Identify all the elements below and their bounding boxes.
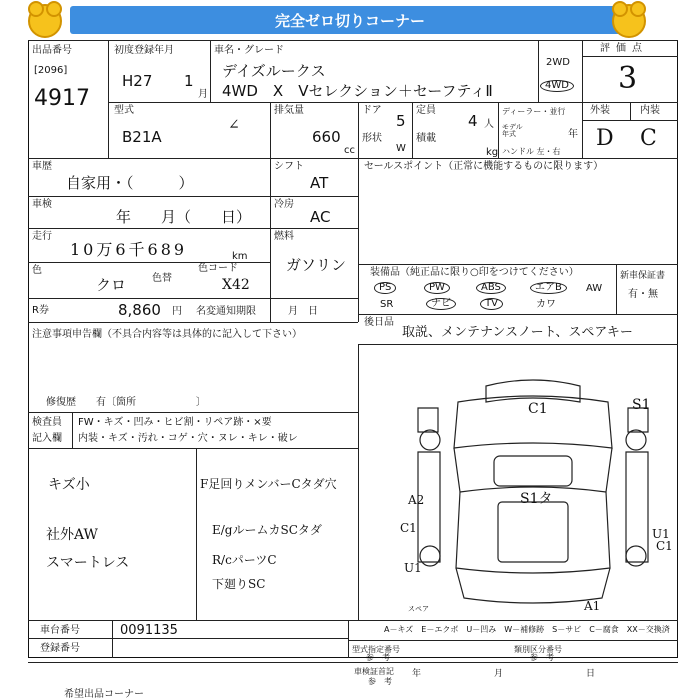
mascot-icon xyxy=(28,4,62,38)
capacity-value: 4 xyxy=(468,112,478,130)
equip-pw: PW xyxy=(424,282,450,294)
note-right-3: R/cパーツC xyxy=(212,553,277,567)
car-label: 車名・グレード xyxy=(214,45,284,56)
ac-value: AC xyxy=(310,208,331,226)
damage-mark: U1 xyxy=(404,561,422,575)
note-left-2: 社外AW xyxy=(46,527,98,543)
body-shape: W xyxy=(396,143,406,154)
note-left-1: キズ小 xyxy=(48,477,90,493)
damage-mark: A2 xyxy=(408,493,425,507)
chassis-number: 0091135 xyxy=(120,623,178,638)
new-car-warranty: 有・無 xyxy=(628,289,658,300)
first-reg-month: 1 xyxy=(184,72,194,90)
lot-number: 4917 xyxy=(34,86,90,111)
exterior-grade: D xyxy=(596,126,614,151)
equip-aw: AW xyxy=(586,283,603,294)
repair-history: 修復歴 有〔箇所 〕 xyxy=(46,397,206,408)
equip-tv: TV xyxy=(480,298,503,310)
note-right-1: F足回りメンバーCタダ穴 xyxy=(200,477,337,491)
bottom-corner-label: 希望出品コーナー xyxy=(64,689,144,700)
shift-value: AT xyxy=(310,174,329,192)
lot-label: 出品番号 xyxy=(32,45,72,56)
mileage-value: 10万6千689 xyxy=(70,240,188,259)
damage-mark: C1 xyxy=(400,521,417,535)
sales-point-label: セールスポイント（正常に機能するものに限ります） xyxy=(364,161,604,172)
recycle-fee: 8,860 xyxy=(118,301,161,319)
damage-mark: U1 xyxy=(652,527,670,541)
damage-mark: C1 xyxy=(528,401,548,417)
note-right-2: E/gルームカSCタダ xyxy=(212,523,322,537)
lot-sub: [2096] xyxy=(34,65,68,76)
note-left-3: スマートレス xyxy=(46,555,130,571)
damage-mark: S1 xyxy=(632,397,651,413)
interior-grade: C xyxy=(640,126,657,151)
note-right-4: 下廻りSC xyxy=(212,577,266,591)
score-value: 3 xyxy=(618,61,638,96)
damage-legend: A－キズ E－エクボ U－凹み W－補修跡 S－サビ C－腐食 XX－交換済 xyxy=(384,625,670,634)
equip-sr: SR xyxy=(380,299,394,310)
color-value: クロ xyxy=(96,276,127,294)
displacement-label: 排気量 xyxy=(274,105,304,116)
color-code: X42 xyxy=(222,277,250,293)
model-label: 型式 xyxy=(114,105,134,116)
capacity-label: 定員 xyxy=(416,105,436,116)
fuel-value: ガソリン xyxy=(286,256,347,274)
after-items: 取説、メンテナンスノート、スペアキー xyxy=(402,325,633,340)
notes-label: 注意事項申告欄（不具合内容等は具体的に記入して下さい） xyxy=(32,329,302,340)
doors-label: ドア xyxy=(362,105,382,116)
damage-mark: A1 xyxy=(584,599,601,613)
model-value: B21A xyxy=(122,128,162,146)
equip-abs: ABS xyxy=(476,282,506,294)
inspector-row1: FW・キズ・凹み・ヒビ割・リペア跡・×要 xyxy=(78,417,272,428)
vehicle-history: 自家用・（ ） xyxy=(66,174,194,192)
first-reg-era: H27 xyxy=(122,72,153,90)
drive-2wd: 2WD xyxy=(546,57,570,68)
equipment-label: 装備品（純正品に限り○印をつけてください） xyxy=(370,267,579,278)
displacement-value: 660 xyxy=(312,128,341,146)
mascot-icon xyxy=(612,4,646,38)
car-grade: 4WD X Vセレクション＋セーフティⅡ xyxy=(222,82,493,100)
inspector-row2: 内装・キズ・汚れ・コゲ・穴・ヌレ・キレ・破レ xyxy=(78,433,298,444)
shaken-value: 年 月（ 日） xyxy=(116,208,252,226)
car-name: デイズルークス xyxy=(222,62,326,80)
score-label: 評価点 xyxy=(600,43,648,54)
damage-mark: S1タ xyxy=(520,491,553,507)
drive-4wd: 4WD xyxy=(540,80,574,92)
equip-ps: PS xyxy=(374,282,396,294)
equip-airbag: エアB xyxy=(530,282,567,294)
equip-leather: カワ xyxy=(536,299,556,310)
corner-banner: 完全ゼロ切りコーナー xyxy=(70,6,630,34)
doors-value: 5 xyxy=(396,112,406,130)
first-reg-label: 初度登録年月 xyxy=(114,45,174,56)
equip-navi: ナビ xyxy=(426,298,456,310)
damage-mark: C1 xyxy=(656,539,673,553)
